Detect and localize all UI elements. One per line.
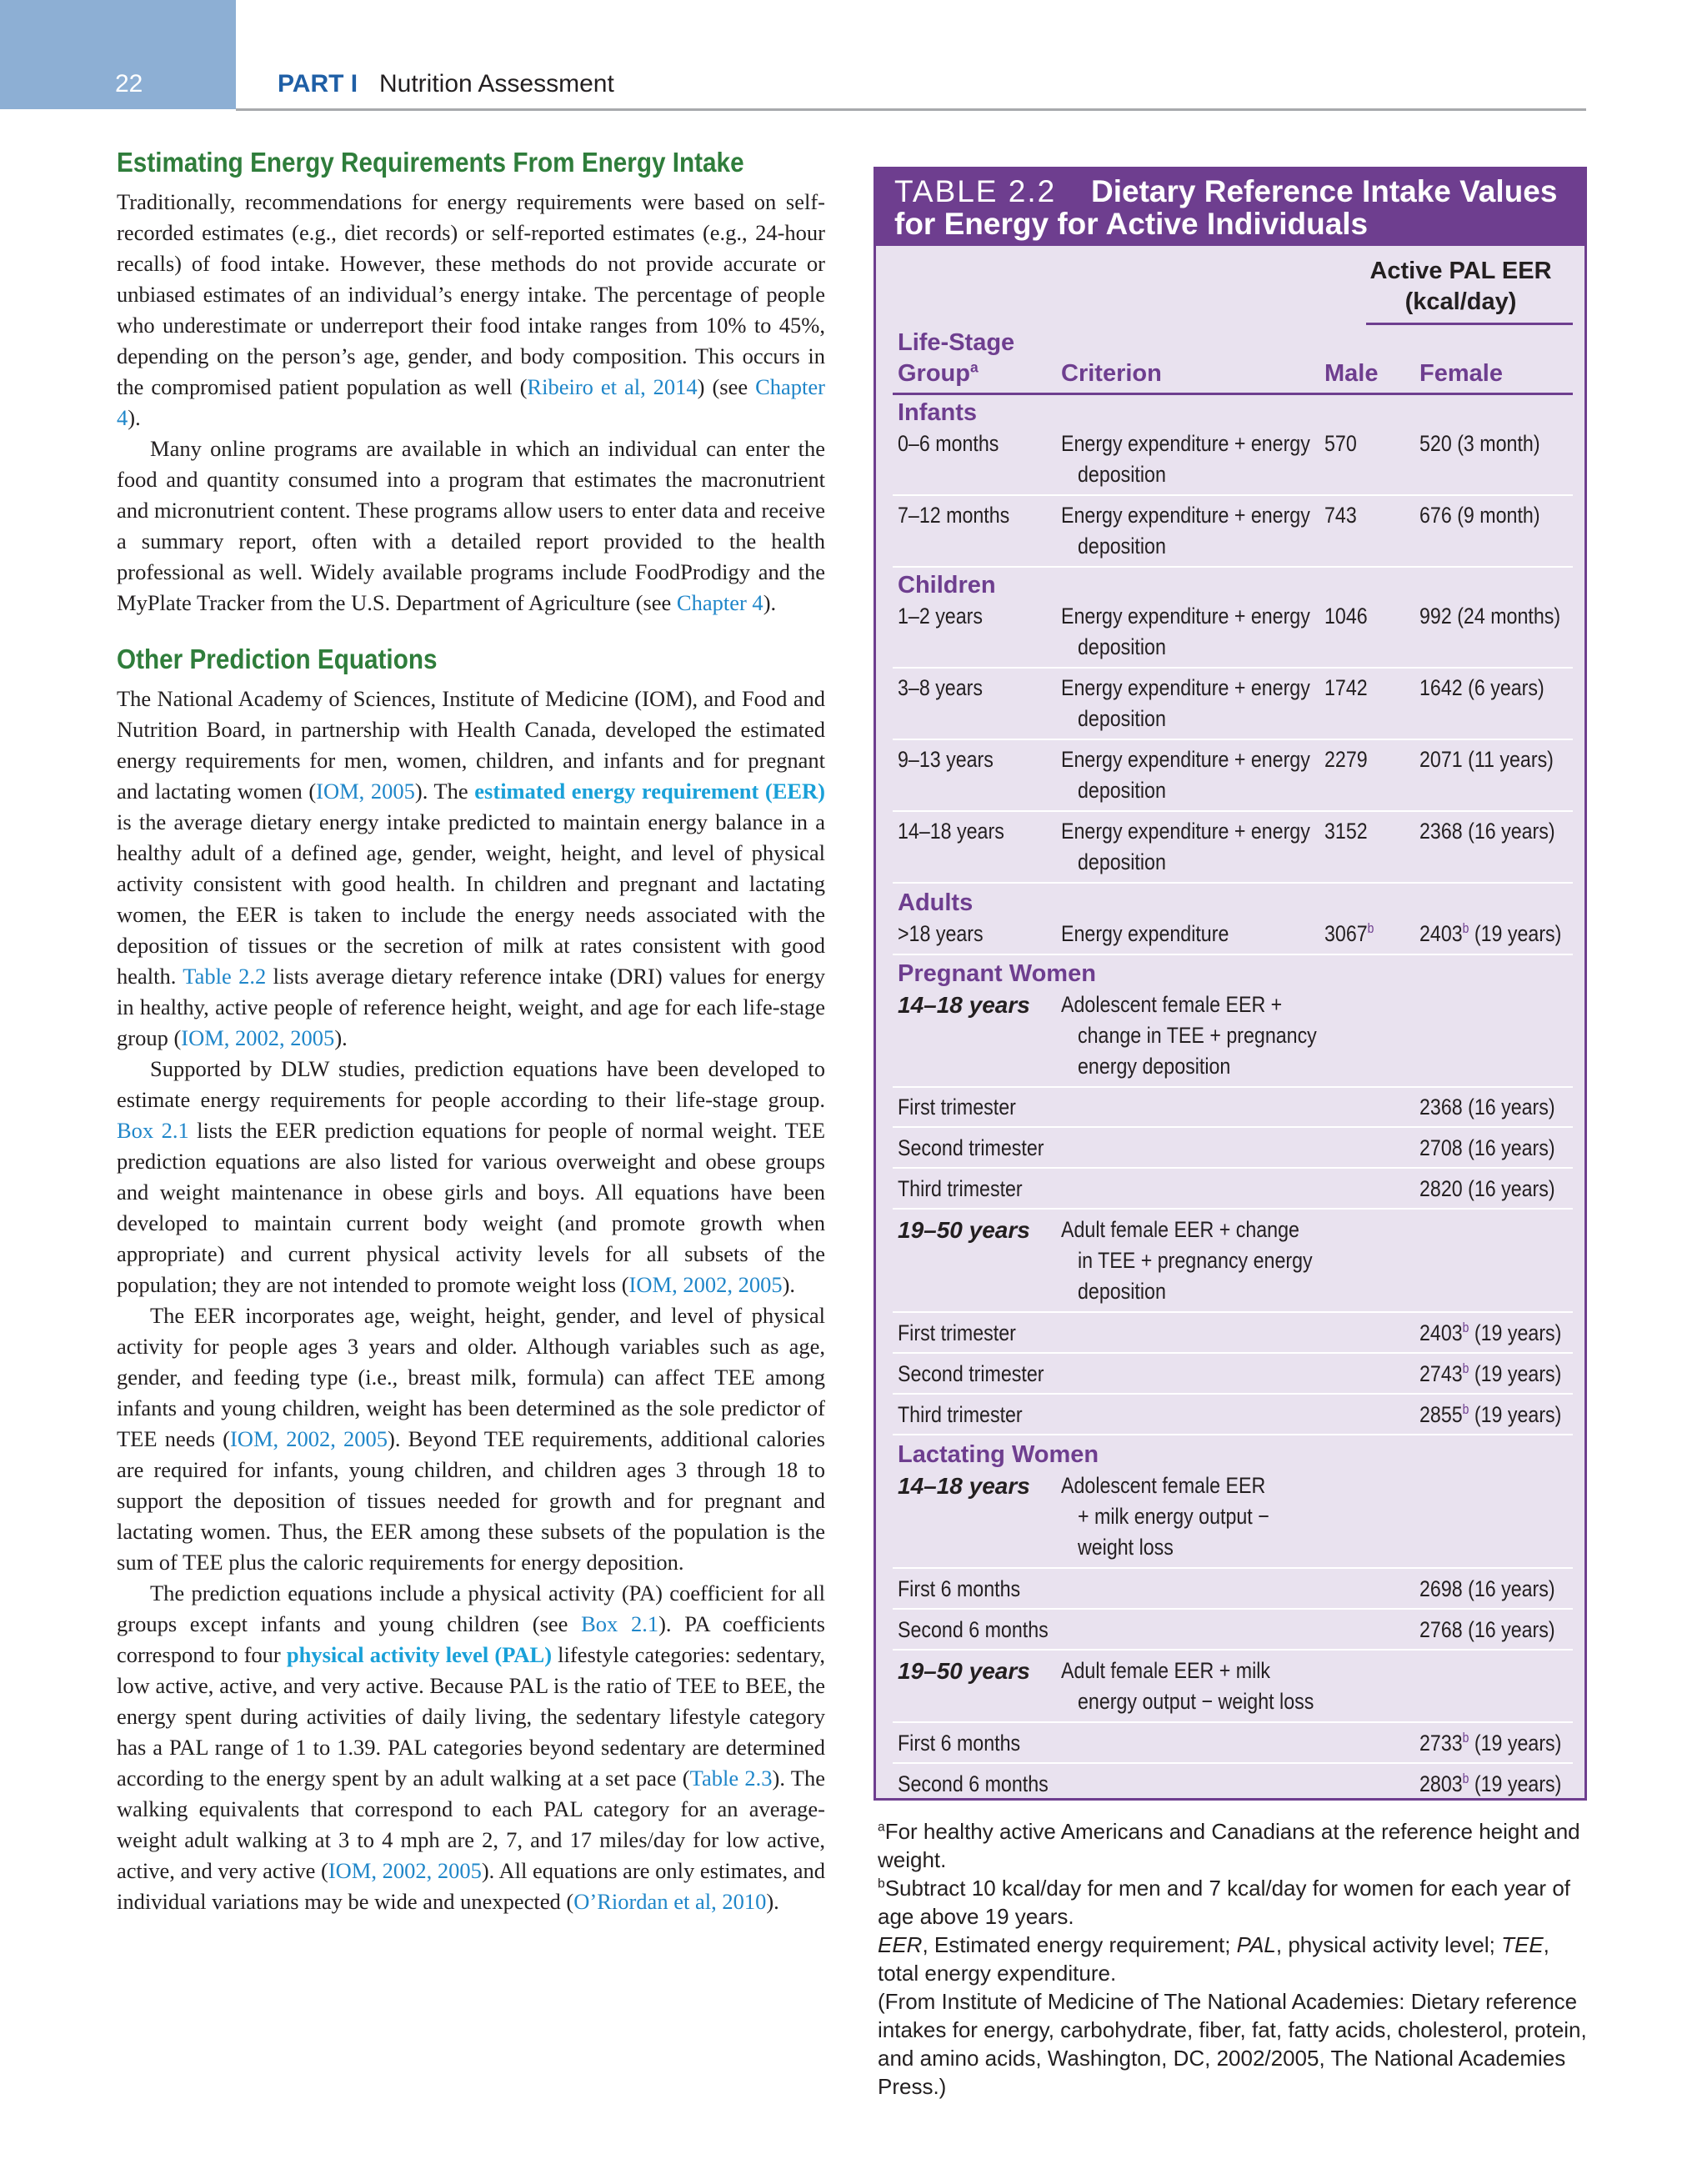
citation-link[interactable]: O’Riordan et al, 2010 bbox=[573, 1888, 767, 1914]
citation-link[interactable]: Ribeiro et al, 2014 bbox=[527, 373, 698, 399]
row-divider bbox=[893, 1649, 1573, 1651]
male-value: 1742 bbox=[1324, 675, 1368, 700]
text: lifestyle categories: sedentary, low active, active, and very active. Because PAL is the ratio of TEE to BEE, the energy spent during activities of daily living, the sedentary lifestyle category has a PAL range of 1 to 1.39. PAL categories beyond sedentary are determined according to the energy spent by an adult walking at a set pace ( bbox=[117, 1641, 825, 1791]
chapter-link[interactable]: Chapter 4 bbox=[117, 373, 825, 430]
criterion: energy deposition bbox=[1078, 1054, 1231, 1079]
group-header-adults: Adults bbox=[898, 889, 974, 916]
col-header-criterion: Criterion bbox=[1061, 360, 1162, 387]
text: Traditionally, recommendations for energy requirements were based on self-recorded estimates (e.g., diet records) or self-reported estimates (e.g., 24-hour recalls) of food intake. However, these methods do not provide accurate or unbiased estimates of an individual’s energy intake. The percentage of people who underestimate or underreport their food intake ranges from 10% to 45%, depending on the person’s age, gender, and body composition. This occurs in the compromised patient population as well ( bbox=[117, 188, 825, 399]
box-link[interactable]: Box 2.1 bbox=[581, 1610, 659, 1636]
table-title-line-2: for Energy for Active Individuals bbox=[894, 207, 1369, 241]
text: ). The bbox=[414, 778, 475, 804]
text: ). bbox=[763, 589, 777, 615]
text: The National Academy of Sciences, Institute of Medicine (IOM), and Food and Nutrition Board, in partnership with Health Canada, developed the estimated energy requirements for men, women, children, and infants and for pregnant and lactating women ( bbox=[117, 685, 825, 804]
row-divider bbox=[893, 810, 1573, 812]
criterion: deposition bbox=[1078, 778, 1166, 803]
text: 2855 bbox=[1419, 1402, 1463, 1427]
male-value: 3152 bbox=[1324, 819, 1368, 844]
text: (19 years) bbox=[1469, 1731, 1562, 1756]
text: 2733 bbox=[1419, 1731, 1463, 1756]
row-divider bbox=[893, 1434, 1573, 1435]
citation-link[interactable]: IOM, 2002, 2005 bbox=[229, 1425, 388, 1451]
text: The EER incorporates age, weight, height, gender, and level of physical activity for people ages 3 years and older. Although variables such as age, gender, and feeding type (i.e., breast milk, formula) can affect TEE among infants and young children, weight has been determined as the sole predictor of TEE needs ( bbox=[117, 1302, 825, 1451]
text: ). All equations are only estimates, and individual variations may be wide and unexpected ( bbox=[117, 1857, 825, 1914]
criterion: Energy expenditure + energy bbox=[1061, 503, 1310, 528]
row-label: Third trimester bbox=[898, 1402, 1023, 1427]
criterion: in TEE + pregnancy energy bbox=[1078, 1248, 1313, 1273]
part-label: PART I bbox=[278, 70, 358, 98]
criterion: change in TEE + pregnancy bbox=[1078, 1023, 1317, 1048]
row-label: 14–18 years bbox=[898, 1473, 1030, 1499]
text: Subtract 10 kcal/day for men and 7 kcal/day for women for each year of age above 19 years. bbox=[878, 1876, 1571, 1929]
female-value: 2820 (16 years) bbox=[1419, 1176, 1555, 1201]
header-rule bbox=[893, 393, 1573, 395]
span-header: Active PAL EER bbox=[1369, 258, 1552, 284]
abbr: EER bbox=[878, 1932, 923, 1957]
row-label: 1–2 years bbox=[898, 604, 983, 629]
table-link[interactable]: Table 2.3 bbox=[689, 1765, 773, 1791]
text: , Estimated energy requirement; bbox=[922, 1932, 1237, 1957]
female-value: 520 (3 month) bbox=[1419, 431, 1540, 456]
text: ). bbox=[766, 1888, 779, 1914]
row-label: First trimester bbox=[898, 1320, 1016, 1345]
table-footnotes bbox=[878, 1817, 1594, 2101]
text: (19 years) bbox=[1469, 921, 1562, 946]
row-label: >18 years bbox=[898, 921, 984, 946]
table-title: Dietary Reference Intake Values bbox=[1091, 174, 1558, 208]
key-term: physical activity level (PAL) bbox=[286, 1641, 553, 1667]
criterion: Adult female EER + change bbox=[1061, 1217, 1299, 1242]
table-2-2 bbox=[874, 167, 1587, 1801]
box-link[interactable]: Box 2.1 bbox=[117, 1117, 189, 1143]
criterion: Energy expenditure + energy bbox=[1061, 431, 1310, 456]
criterion: weight loss bbox=[1078, 1535, 1174, 1560]
criterion: deposition bbox=[1078, 462, 1166, 487]
row-label: 7–12 months bbox=[898, 503, 1010, 528]
female-value bbox=[1419, 919, 1561, 949]
criterion: + milk energy output − bbox=[1078, 1504, 1269, 1529]
table-link[interactable]: Table 2.2 bbox=[183, 963, 267, 989]
paragraph-1 bbox=[117, 187, 825, 433]
female-value bbox=[1419, 1318, 1561, 1349]
citation-link[interactable]: IOM, 2002, 2005 bbox=[328, 1857, 482, 1883]
footnote-marker: b bbox=[1462, 1320, 1469, 1335]
text: lists the EER prediction equations for people of normal weight. TEE prediction equations are also listed for various overweight and obese groups and weight maintenance in obese girls and boys. All equations have been developed to maintain current body weight (and promote growth when appropriate) and current physical activity levels for all subsets of the population; they are not intended to promote weight loss ( bbox=[117, 1117, 826, 1297]
row-divider bbox=[893, 1721, 1573, 1723]
part-title: Nutrition Assessment bbox=[379, 70, 614, 98]
citation-link[interactable]: IOM, 2002, 2005 bbox=[628, 1271, 783, 1297]
text: The prediction equations include a physical activity (PA) coefficient for all groups except infants and young children (see bbox=[117, 1580, 825, 1636]
row-label: 9–13 years bbox=[898, 747, 994, 772]
paragraph-3 bbox=[117, 684, 825, 1054]
row-divider bbox=[893, 1762, 1573, 1764]
text: ) (see bbox=[697, 373, 756, 399]
span-header-rule bbox=[1366, 323, 1573, 325]
criterion: Adult female EER + milk bbox=[1061, 1658, 1270, 1683]
text: , physical activity level; bbox=[1275, 1932, 1502, 1957]
row-divider bbox=[893, 1126, 1573, 1128]
footnote-marker: b bbox=[1462, 921, 1469, 936]
female-value bbox=[1419, 1400, 1561, 1430]
criterion: Energy expenditure + energy bbox=[1061, 819, 1310, 844]
male-value: 1046 bbox=[1324, 604, 1368, 629]
criterion: deposition bbox=[1078, 849, 1166, 874]
col-header-female: Female bbox=[1419, 360, 1503, 387]
criterion: Energy expenditure + energy bbox=[1061, 675, 1310, 700]
female-value: 2368 (16 years) bbox=[1419, 819, 1555, 844]
criterion: Energy expenditure bbox=[1061, 921, 1229, 946]
row-divider bbox=[893, 566, 1573, 568]
female-value: 676 (9 month) bbox=[1419, 503, 1540, 528]
row-label: 14–18 years bbox=[898, 819, 1004, 844]
criterion: Adolescent female EER + bbox=[1061, 992, 1283, 1017]
text: (19 years) bbox=[1469, 1402, 1562, 1427]
female-value: 992 (24 months) bbox=[1419, 604, 1561, 629]
row-divider bbox=[893, 1352, 1573, 1354]
text: ). bbox=[334, 1024, 348, 1050]
female-value: 2768 (16 years) bbox=[1419, 1617, 1555, 1642]
criterion: Adolescent female EER bbox=[1061, 1473, 1266, 1498]
col-header-group bbox=[898, 358, 979, 389]
row-label: Second trimester bbox=[898, 1361, 1044, 1386]
row-label: Second trimester bbox=[898, 1135, 1044, 1160]
table-number: TABLE 2.2 bbox=[894, 174, 1057, 208]
text: (19 years) bbox=[1469, 1361, 1562, 1386]
text: ). bbox=[128, 404, 141, 430]
row-divider bbox=[893, 1311, 1573, 1313]
col-header-life-stage: Life-Stage bbox=[898, 329, 1015, 356]
group-header-children: Children bbox=[898, 572, 996, 599]
col-header-male: Male bbox=[1324, 360, 1379, 387]
footnote-b bbox=[878, 1874, 1594, 1931]
row-label: First 6 months bbox=[898, 1731, 1021, 1756]
female-value: 1642 (6 years) bbox=[1419, 675, 1544, 700]
text: , total energy expenditure. bbox=[878, 1932, 1549, 1986]
paragraph-4 bbox=[117, 1054, 825, 1300]
page-number: 22 bbox=[115, 70, 143, 98]
male-value: 2279 bbox=[1324, 747, 1368, 772]
footnote-marker: b bbox=[1462, 1771, 1469, 1786]
female-value bbox=[1419, 1359, 1561, 1390]
row-divider bbox=[893, 954, 1573, 955]
row-label: Third trimester bbox=[898, 1176, 1023, 1201]
table-title-bar bbox=[876, 169, 1584, 246]
text: ). PA coefficients correspond to four bbox=[117, 1610, 825, 1667]
footnote-marker: b bbox=[1367, 921, 1374, 936]
text: 2403 bbox=[1419, 1320, 1463, 1345]
female-value bbox=[1419, 1769, 1561, 1800]
text: Group bbox=[898, 360, 970, 387]
criterion: deposition bbox=[1078, 1279, 1166, 1304]
group-header-pregnant: Pregnant Women bbox=[898, 960, 1096, 987]
text: 2803 bbox=[1419, 1771, 1463, 1796]
table-source: (From Institute of Medicine of The National Academies: Dietary reference intakes for energy, carbohydrate, fiber, fat, fatty acids, cholesterol, protein, and amino acids, Washington, DC, 2002/2005, The National Academies Press.) bbox=[878, 1989, 1587, 2099]
chapter-link[interactable]: Chapter 4 bbox=[676, 589, 763, 615]
row-label: First 6 months bbox=[898, 1576, 1021, 1601]
row-label: 3–8 years bbox=[898, 675, 983, 700]
row-divider bbox=[893, 494, 1573, 496]
female-value: 2368 (16 years) bbox=[1419, 1095, 1555, 1120]
text: 2403 bbox=[1419, 921, 1463, 946]
section-heading-prediction-equations: Other Prediction Equations bbox=[117, 643, 438, 674]
group-header-infants: Infants bbox=[898, 399, 978, 426]
row-divider bbox=[893, 1208, 1573, 1210]
criterion: deposition bbox=[1078, 533, 1166, 559]
criterion: deposition bbox=[1078, 634, 1166, 659]
paragraph-2 bbox=[117, 433, 825, 619]
text: 3067 bbox=[1324, 921, 1368, 946]
criterion: Energy expenditure + energy bbox=[1061, 747, 1310, 772]
row-label: Second 6 months bbox=[898, 1617, 1049, 1642]
row-label: 0–6 months bbox=[898, 431, 999, 456]
female-value: 2071 (11 years) bbox=[1419, 747, 1554, 772]
row-divider bbox=[893, 1086, 1573, 1088]
female-value: 2698 (16 years) bbox=[1419, 1576, 1555, 1601]
row-label: First trimester bbox=[898, 1095, 1016, 1120]
criterion: energy output − weight loss bbox=[1078, 1689, 1314, 1714]
abbreviations bbox=[878, 1931, 1594, 1987]
paragraph-6 bbox=[117, 1578, 825, 1917]
text: Many online programs are available in which an individual can enter the food and quantity consumed into a program that estimates the macronutrient and micronutrient content. These programs allow users to enter data and receive a summary report, often with a detailed report provided to the health professional as well. Widely available programs include FoodProdigy and the MyPlate Tracker from the U.S. Department of Agriculture (see bbox=[117, 435, 825, 615]
row-label: 19–50 years bbox=[898, 1658, 1030, 1684]
footnote-marker: a bbox=[878, 1820, 885, 1835]
male-value: 743 bbox=[1324, 503, 1357, 528]
row-label: 19–50 years bbox=[898, 1217, 1030, 1243]
span-header-unit: (kcal/day) bbox=[1404, 288, 1517, 315]
text: (19 years) bbox=[1469, 1320, 1562, 1345]
footnote-marker: b bbox=[878, 1876, 885, 1891]
female-value bbox=[1419, 1728, 1561, 1759]
citation-link[interactable]: IOM, 2002, 2005 bbox=[181, 1024, 335, 1050]
row-divider bbox=[893, 1608, 1573, 1610]
body-text-column bbox=[117, 147, 825, 1917]
paragraph-5 bbox=[117, 1300, 825, 1578]
text: 2743 bbox=[1419, 1361, 1463, 1386]
section-heading-energy-intake: Estimating Energy Requirements From Energy Intake bbox=[117, 147, 744, 178]
footnote-marker: a bbox=[970, 358, 979, 376]
abbr: TEE bbox=[1501, 1932, 1544, 1957]
text: Supported by DLW studies, prediction equations have been developed to estimate energy requirements for people according to their life-stage group. bbox=[117, 1055, 825, 1112]
footnote-a bbox=[878, 1817, 1594, 1874]
row-divider bbox=[893, 1393, 1573, 1395]
row-divider bbox=[893, 1567, 1573, 1569]
group-header-lactating: Lactating Women bbox=[898, 1441, 1099, 1468]
text: lists average dietary reference intake (DRI) values for energy in healthy, active people of reference height, weight, and age for each life-stage group ( bbox=[117, 963, 825, 1050]
row-divider bbox=[893, 1167, 1573, 1169]
criterion: deposition bbox=[1078, 706, 1166, 731]
female-value: 2708 (16 years) bbox=[1419, 1135, 1555, 1160]
text: (19 years) bbox=[1469, 1771, 1562, 1796]
citation-link[interactable]: IOM, 2005 bbox=[316, 778, 415, 804]
footnote-marker: b bbox=[1462, 1731, 1469, 1746]
text: ). The walking equivalents that correspond to each PAL category for an average-weight adult walking at 3 to 4 mph are 2, 7, and 17 miles/day for low active, active, and very active ( bbox=[117, 1765, 826, 1883]
text: is the average dietary energy intake predicted to maintain energy balance in a healthy adult of a defined age, gender, weight, height, and level of physical activity consistent with good health. In children and pregnant and lactating women, the EER is taken to include the energy needs associated with the deposition of tissues or the secretion of milk at rates consistent with good health. bbox=[117, 809, 825, 989]
row-divider bbox=[893, 667, 1573, 669]
key-term: estimated energy requirement (EER) bbox=[474, 778, 826, 804]
row-divider bbox=[893, 882, 1573, 884]
male-value bbox=[1324, 919, 1374, 949]
row-label: Second 6 months bbox=[898, 1771, 1049, 1796]
text: For healthy active Americans and Canadians at the reference height and weight. bbox=[878, 1819, 1580, 1872]
row-divider bbox=[893, 739, 1573, 740]
footnote-marker: b bbox=[1462, 1402, 1469, 1417]
text: ). Beyond TEE requirements, additional calories are required for infants, young children, and children ages 3 through 18 to support the deposition of tissues needed for growth and for pregnant and lactating women. Thus, the EER among these subsets of the population is the sum of TEE plus the caloric requirements for energy deposition. bbox=[117, 1425, 825, 1575]
text: ). bbox=[782, 1271, 796, 1297]
male-value: 570 bbox=[1324, 431, 1357, 456]
criterion: Energy expenditure + energy bbox=[1061, 604, 1310, 629]
header-rule bbox=[236, 108, 1586, 111]
abbr: PAL bbox=[1236, 1932, 1276, 1957]
row-label: 14–18 years bbox=[898, 992, 1030, 1018]
footnote-marker: b bbox=[1462, 1361, 1469, 1376]
